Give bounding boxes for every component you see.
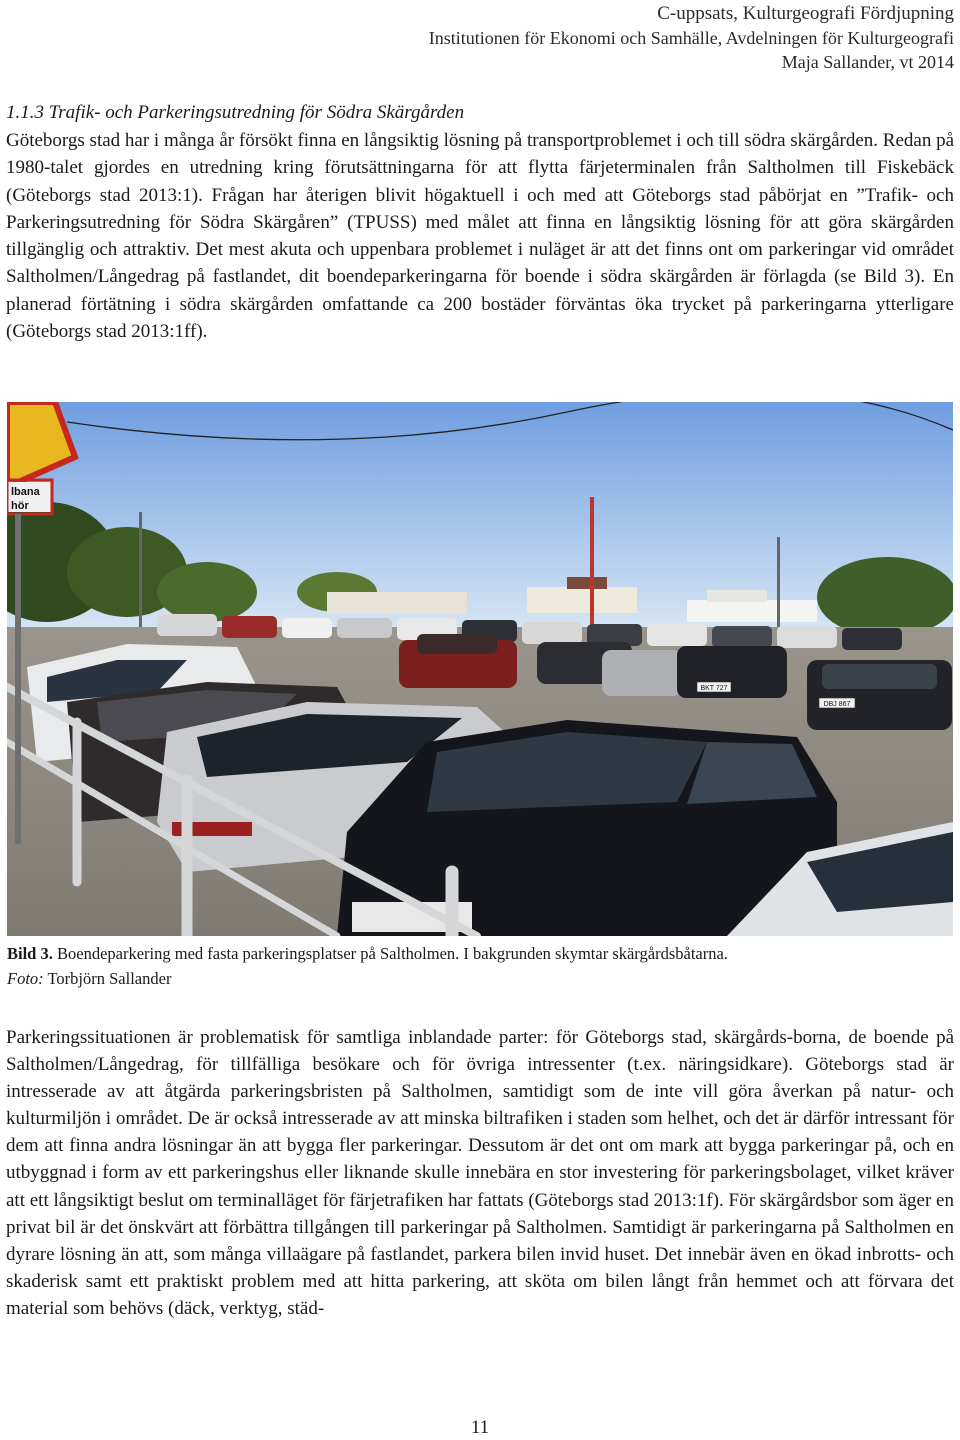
header-department: Institutionen för Ekonomi och Samhälle, Avdelningen för Kulturgeografi: [428, 28, 954, 48]
lamp-pole-right: [777, 537, 780, 632]
sign-text-1: lbana: [11, 486, 40, 498]
credit-name: Torbjörn Sallander: [43, 969, 172, 988]
photo-credit: [7, 966, 728, 991]
license-plate-1: [697, 682, 731, 692]
lamp-pole: [139, 512, 142, 632]
figure-caption: [7, 941, 728, 991]
page-header: [429, 2, 954, 74]
paragraph-parking-situation: Parkeringssituationen är problematisk för samtliga inblandade parter: för Göteborgs stad, skärgårds-borna, de boende på Saltholmen/Långedrag, för tillfälliga besökare och för övriga intressenter (t.ex. näringsidkare). Göteborgs stad är intresserade av att åtgärda parkeringsbristen på Saltholmen, samtidigt som de inte vill göra åverkan på natur- och kulturmiljön i området. De är också intresserade av att minska biltrafiken i staden som helhet, och det är därför intressant för dem att finna andra lösningar än att bygga fler parkeringar. Dessutom är det ont om mark att bygga parkeringar på, och en utbyggnad i form av ett parkeringshus eller liknande skulle innebära en stor investering för parkeringsbolaget, vilket kräver att ett långsiktigt beslut om terminalläget för färjetrafiken har fattats (Göteborgs stad 2013:1f). För skärgårdsbor som äger en privat bil är det önskvärt att förbättra tillgången till parkeringar på Saltholmen. Samtidigt är parkeringarna på Saltholmen en dyrare lösning än att, som många villaägare på fastlandet, parkera bilen invid huset. Det innebär även en ökad inbrotts- och skaderisk samt ett praktiskt problem med att hitta parkering, att sköta om bilen långt från hemmet och att förvara det material som behövs (däck, verktyg, städ-: [6, 1027, 954, 1319]
section-title: 1.1.3 Trafik- och Parkeringsutredning för Södra Skärgården: [6, 102, 465, 123]
paragraph-tpuss: Göteborgs stad har i många år försökt finna en långsiktig lösning på transportproblemet i och till södra skärgården. Redan på 1980-talet gjordes en utredning kring förutsättningarna för att flytta färjeterminalen från Saltholmen till Fiskebäck (Göteborgs stad 2013:1). Frågan har återigen blivit högaktuell i och med att Göteborgs stad påbörjat en ”Trafik- och Parkeringsutredning för Södra Skärgåren” (TPUSS) med målet att finna en långsiktig lösning för att göra skärgården tillgänglig och attraktiv. Det mest akuta och uppenbara problemet i nuläget är att det finns ont om parkeringar vid området Saltholmen/Långedrag på fastlandet, dit boendeparkeringarna för boende i södra skärgården är förlagda (se Bild 3). En planerad förtätning i södra skärgården omfattande ca 200 bostäder förväntas öka trycket på parkeringarna ytterligare (Göteborgs stad 2013:1ff).: [6, 130, 955, 343]
header-author: Maja Sallander, vt 2014: [781, 52, 954, 72]
caption-label: Bild 3.: [7, 944, 53, 963]
header-course: C-uppsats, Kulturgeografi Fördjupning: [657, 3, 954, 24]
page-number: 11: [470, 1417, 490, 1438]
credit-label: Foto:: [7, 969, 44, 988]
plate-text-2: DBJ 867: [823, 701, 851, 708]
plate-text-1: BKT 727: [700, 685, 728, 692]
red-pole: [590, 497, 594, 637]
parking-lot-illustration: [7, 402, 953, 936]
parking-photo: [7, 402, 953, 936]
sign-text-2: hör: [11, 500, 29, 512]
caption-text: Boendeparkering med fasta parkeringsplatser på Saltholmen. I bakgrunden skymtar skärgårdsbåtarna.: [52, 944, 728, 963]
caption-line: [7, 941, 728, 966]
license-plate-2: [819, 698, 855, 708]
